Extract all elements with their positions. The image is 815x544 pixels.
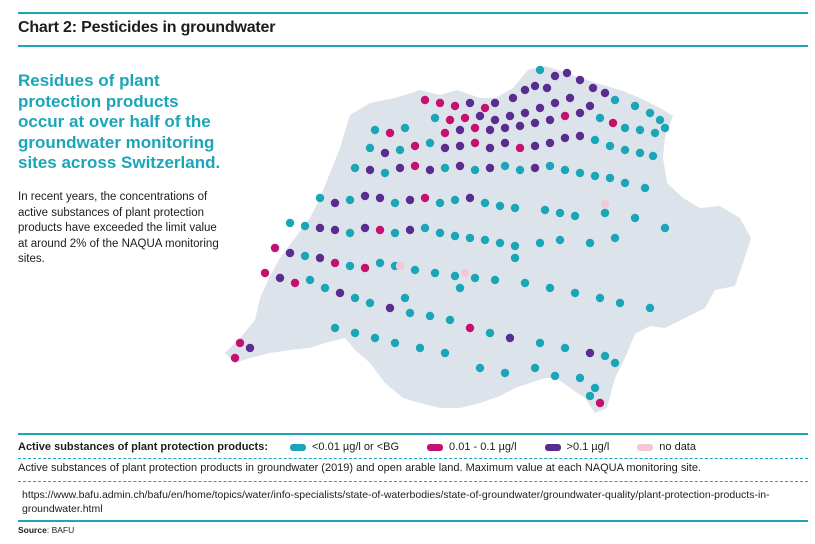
site-dot-nodata [461,269,469,277]
site-dot [361,264,369,272]
site-dot [436,229,444,237]
site-dot [561,344,569,352]
site-dot [516,166,524,174]
site-dot [456,142,464,150]
site-dot [536,339,544,347]
site-dot [541,206,549,214]
site-dot [516,122,524,130]
site-dot [456,126,464,134]
site-dot [661,124,669,132]
site-dot [301,222,309,230]
site-dot [646,109,654,117]
legend [18,437,808,457]
site-dot [396,146,404,154]
site-dot [551,372,559,380]
site-dot [466,194,474,202]
site-dot [491,116,499,124]
site-dot [426,166,434,174]
caption-divider [18,481,808,482]
legend-swatch-low [290,444,306,451]
site-dot [556,209,564,217]
site-dot [436,199,444,207]
site-dot [546,116,554,124]
site-dot [381,169,389,177]
site-dot [246,344,254,352]
site-dot [396,164,404,172]
site-dot [521,279,529,287]
site-dot [596,294,604,302]
site-dot [591,136,599,144]
site-dot [441,164,449,172]
site-dot [601,89,609,97]
site-dot [446,316,454,324]
site-dot [456,162,464,170]
legend-label-low: <0.01 µg/l or <BG [311,441,400,453]
site-dot [561,166,569,174]
site-dot [651,129,659,137]
site-dot [531,142,539,150]
site-dot [406,309,414,317]
site-dot [451,102,459,110]
source-url-link[interactable]: https://www.bafu.admin.ch/bafu/en/home/topics/water/info-specialists/state-of-waterbodies/state-of-groundwater/groundwater-quality/plant-protection-products-in-groundwater.html [22,489,770,515]
site-dot [636,149,644,157]
body-text: In recent years, the concentrations of active substances of plant protection products have exceeded the limit value at around 2% of the NAQUA monitoring sites. [18,191,219,265]
site-dot [596,114,604,122]
legend-rule [18,433,808,435]
site-dot [441,144,449,152]
site-dot [276,274,284,282]
site-dot [306,276,314,284]
site-dot [446,116,454,124]
site-dot [481,104,489,112]
site-dot [431,114,439,122]
site-dot [656,116,664,124]
site-dot [511,242,519,250]
site-dot [616,299,624,307]
site-dot [371,334,379,342]
legend-label-high: >0.1 µg/l [566,441,610,453]
site-dot [476,364,484,372]
site-dot [591,384,599,392]
site-dot [466,234,474,242]
site-dot [531,119,539,127]
site-dot [461,114,469,122]
site-dot [649,152,657,160]
site-dot [606,142,614,150]
site-dot [426,139,434,147]
site-dot [571,289,579,297]
site-dot [471,124,479,132]
site-dot [506,112,514,120]
site-dot [366,299,374,307]
site-dot [451,196,459,204]
site-dot [361,224,369,232]
legend-item-low [290,441,399,453]
site-dot [531,364,539,372]
site-dot [586,349,594,357]
legend-swatch-mid [427,444,443,451]
site-dot [631,102,639,110]
legend-label-nodata: no data [659,441,696,453]
site-dot [511,204,519,212]
top-rule [18,12,808,14]
site-dot [261,269,269,277]
site-dot [376,226,384,234]
site-dot [591,172,599,180]
site-dot [366,144,374,152]
site-dot [331,324,339,332]
site-dot [531,82,539,90]
site-dot [411,142,419,150]
site-dot [551,72,559,80]
site-dot [636,126,644,134]
site-dot [381,149,389,157]
site-dot [491,99,499,107]
site-dot [546,284,554,292]
site-dot [536,104,544,112]
legend-item-nodata [637,441,696,453]
site-dot [486,144,494,152]
site-dot [601,209,609,217]
site-dot [316,224,324,232]
site-dot [401,294,409,302]
site-dot [611,96,619,104]
site-dot [586,239,594,247]
site-dot [391,339,399,347]
site-dot [586,392,594,400]
site-dot [611,359,619,367]
site-dot [546,139,554,147]
site-dot [351,329,359,337]
site-dot [481,236,489,244]
site-dot [611,234,619,242]
site-dot-nodata [396,262,404,270]
site-dot [456,284,464,292]
site-dot [511,254,519,262]
site-dot [411,162,419,170]
site-dot [331,199,339,207]
site-dot [496,202,504,210]
site-dot [231,354,239,362]
site-dot [661,224,669,232]
site-dot [336,289,344,297]
site-dot [431,269,439,277]
site-dot [391,229,399,237]
site-dot [641,184,649,192]
site-dot [509,94,517,102]
site-dot [476,112,484,120]
site-dot [563,69,571,77]
site-dot [421,96,429,104]
site-dot [371,126,379,134]
source-note: Source: BAFU [18,525,75,535]
legend-title: Active substances of plant protection products: [18,441,268,453]
site-dot [621,179,629,187]
site-dot [441,129,449,137]
site-dot [596,399,604,407]
site-dot [586,102,594,110]
site-dot [331,226,339,234]
legend-swatch-high [545,444,561,451]
site-dot [486,164,494,172]
legend-swatch-nodata [637,444,653,451]
site-dot [576,76,584,84]
site-dot [406,196,414,204]
site-dot [531,164,539,172]
site-dot [516,144,524,152]
site-dot [561,134,569,142]
site-dot [506,334,514,342]
site-dot [576,169,584,177]
site-dot [321,284,329,292]
site-dot [271,244,279,252]
site-dot [543,84,551,92]
source-label: Source [18,525,47,535]
bottom-rule [18,520,808,522]
site-dot [621,146,629,154]
legend-item-mid [427,441,517,453]
site-dot [576,132,584,140]
site-dot [286,219,294,227]
legend-label-mid: 0.01 - 0.1 µg/l [449,441,517,453]
site-dot [576,374,584,382]
site-dot [351,164,359,172]
site-dot [351,294,359,302]
site-dot [346,229,354,237]
site-dot [421,224,429,232]
site-dot [609,119,617,127]
site-dot [286,249,294,257]
site-dot [536,66,544,74]
site-dot [481,199,489,207]
site-dot [466,324,474,332]
site-dot [646,304,654,312]
site-dot [466,99,474,107]
site-dot [471,139,479,147]
site-dot [316,254,324,262]
chart-title: Chart 2: Pesticides in groundwater [18,19,276,36]
site-dot [471,166,479,174]
legend-divider [18,458,808,459]
site-dot [501,162,509,170]
title-rule [18,45,808,47]
site-dot [471,274,479,282]
site-dot [376,259,384,267]
site-dot [621,124,629,132]
site-dot [386,129,394,137]
site-dot [601,352,609,360]
switzerland-map [195,58,795,428]
site-dot [411,266,419,274]
site-dot [301,252,309,260]
site-dot [501,124,509,132]
site-dot [501,139,509,147]
site-dot [486,126,494,134]
site-dot [416,344,424,352]
site-dot [486,329,494,337]
site-dot [606,174,614,182]
site-dot [551,99,559,107]
site-dot [391,199,399,207]
site-dot [589,84,597,92]
site-dot [236,339,244,347]
site-dot [291,279,299,287]
site-dot [346,196,354,204]
site-dot [566,94,574,102]
site-dot [441,349,449,357]
site-dot [331,259,339,267]
site-dot [451,272,459,280]
legend-item-high [545,441,610,453]
site-dot [631,214,639,222]
site-dot [361,192,369,200]
site-dot-nodata [601,200,609,208]
headline: Residues of plant protection products occur at over half of the groundwater monitoring sites across Switzerland. [18,71,221,173]
site-dot [571,212,579,220]
site-dot [426,312,434,320]
site-dot [556,236,564,244]
site-dot [561,112,569,120]
site-dot [401,124,409,132]
site-dot [421,194,429,202]
site-dot [346,262,354,270]
site-dot [496,239,504,247]
site-dot [366,166,374,174]
site-dot [451,232,459,240]
site-dot [406,226,414,234]
site-dot [521,86,529,94]
site-dot [491,276,499,284]
site-dot [436,99,444,107]
site-dot [546,162,554,170]
site-dot [376,194,384,202]
site-dot [386,304,394,312]
caption: Active substances of plant protection products in groundwater (2019) and open arable land. Maximum value at each NAQUA monitoring site. [18,462,701,474]
site-dot [501,369,509,377]
site-dot [536,239,544,247]
site-dot [316,194,324,202]
source-value: BAFU [51,525,75,535]
site-dot [521,109,529,117]
site-dot [576,109,584,117]
